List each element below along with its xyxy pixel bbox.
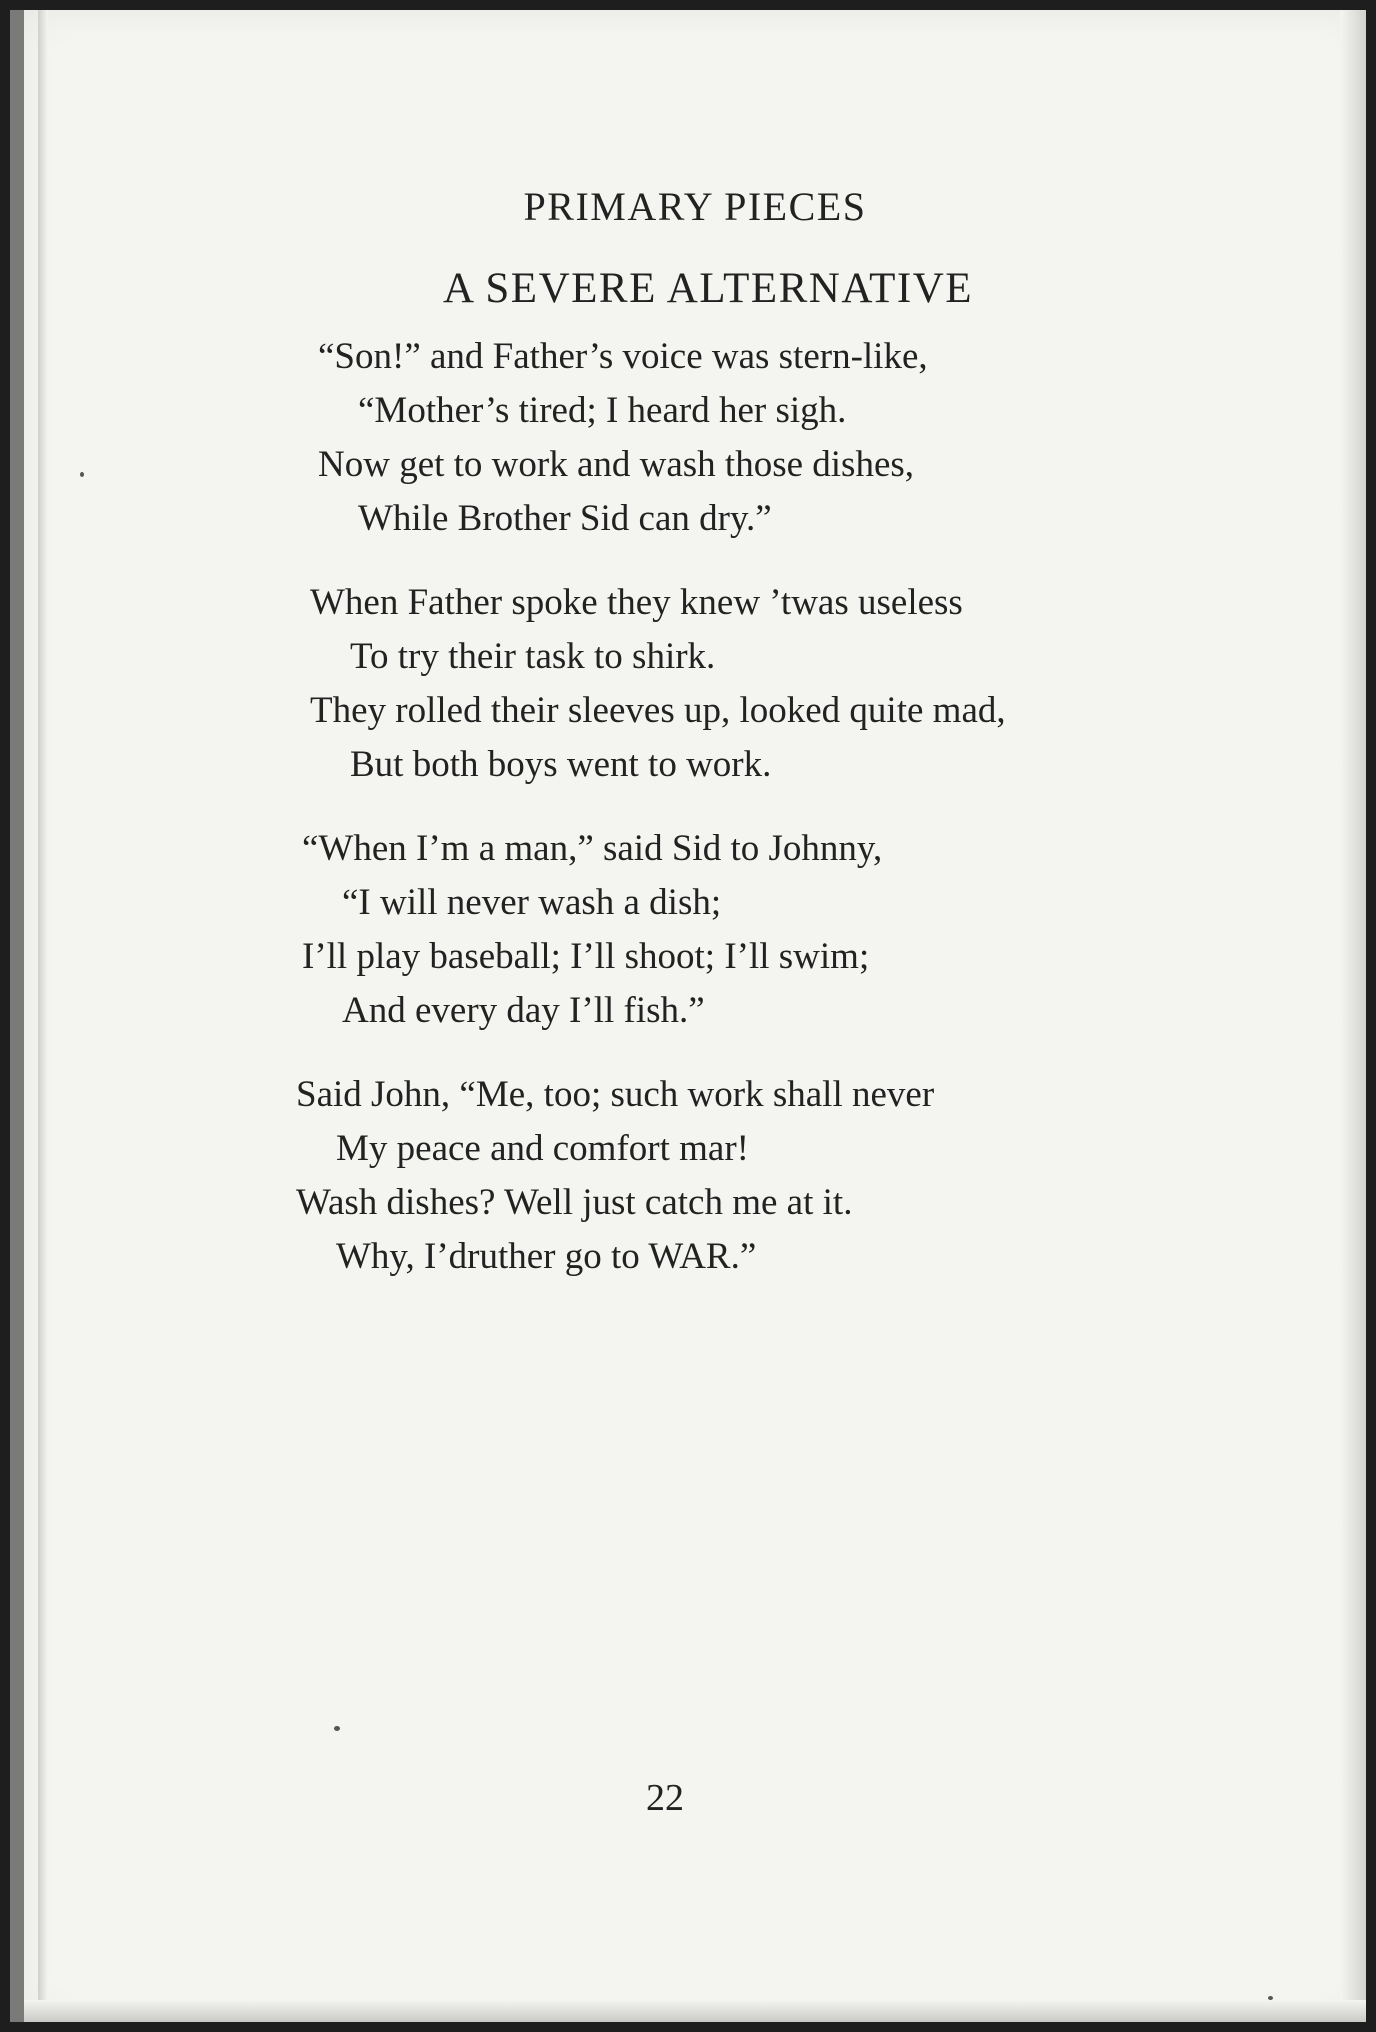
poem-line: “Son!” and Father’s voice was stern-like,: [318, 336, 928, 377]
poem-title: A SEVERE ALTERNATIVE: [442, 265, 974, 312]
poem-body: [0, 330, 1376, 1314]
page-number: 22: [646, 1777, 684, 1819]
stanza: [0, 576, 1376, 792]
stanza: [0, 330, 1376, 546]
poem-line: But both boys went to work.: [350, 744, 772, 785]
poem-line: I’ll play baseball; I’ll shoot; I’ll swim;: [302, 936, 870, 977]
stanza: [0, 822, 1376, 1038]
poem-line: “I will never wash a dish;: [342, 882, 722, 923]
poem-line: “When I’m a man,” said Sid to Johnny,: [302, 828, 883, 869]
poem-line: Wash dishes? Well just catch me at it.: [296, 1182, 853, 1223]
poem-line: “Mother’s tired; I heard her sigh.: [358, 390, 847, 431]
dust-speck: [1268, 1996, 1273, 2000]
dust-speck: [334, 1726, 340, 1731]
poem-line: While Brother Sid can dry.”: [358, 498, 772, 539]
poem-line: When Father spoke they knew ’twas useless: [310, 582, 963, 623]
poem-line: Why, I’druther go to WAR.”: [336, 1236, 757, 1277]
poem-line: They rolled their sleeves up, looked quite mad,: [310, 690, 1006, 731]
poem-line: My peace and comfort mar!: [336, 1128, 749, 1169]
poem-line: Now get to work and wash those dishes,: [318, 444, 915, 485]
stanza: [0, 1068, 1376, 1284]
poem-line: Said John, “Me, too; such work shall never: [296, 1074, 935, 1115]
poem-line: To try their task to shirk.: [350, 636, 716, 677]
poem-line: And every day I’ll fish.”: [342, 990, 705, 1031]
dust-speck: [80, 472, 84, 477]
running-head: PRIMARY PIECES: [523, 184, 867, 229]
